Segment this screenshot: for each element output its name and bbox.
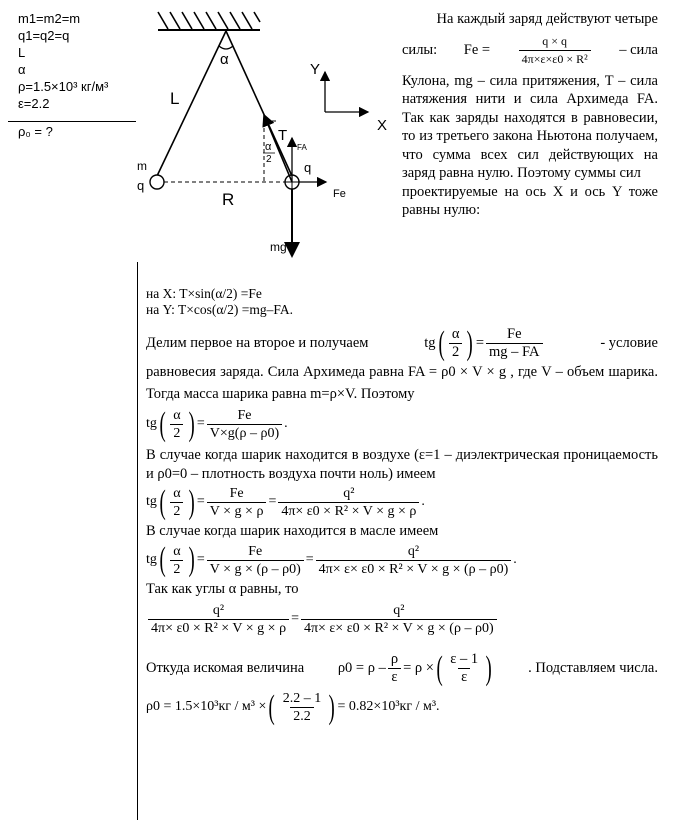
coulomb-label: Fe	[333, 188, 346, 200]
given-block	[18, 10, 108, 112]
equal-angles-paragraph: Так как углы α равны, то	[146, 580, 299, 597]
left-ball	[150, 175, 164, 189]
given-line: m1=m2=m	[18, 11, 81, 26]
margin-line	[137, 262, 138, 820]
distance-label: R	[222, 190, 235, 209]
fraction-den: mg – FA	[486, 343, 543, 361]
mass-label: m	[137, 159, 147, 173]
given-line: q1=q2=q	[18, 28, 70, 43]
f4-den1: 4π× ε0 × R² × V × g × ρ	[148, 619, 289, 637]
f5-rhs: = 0.82×10³кг / м³.	[337, 699, 440, 715]
fe-lhs: Fe =	[463, 41, 491, 58]
tg-label: tg	[424, 335, 436, 352]
f5-num: 2.2 – 1	[282, 691, 322, 706]
f3-end: .	[513, 551, 517, 567]
given-line: ρ=1.5×10³ кг/м³	[18, 79, 109, 94]
half-alpha-num: α	[265, 141, 272, 153]
formula-4: $\frac{\text{q²}}{\text{4π× ε0 × R² × V × g × ρ}}$ = $\frac{\text{q²}}{\text{4π× ε× ε0 × R² × V × g × (ρ – ρ0)}}$	[146, 602, 658, 637]
y-axis-label: Y	[310, 61, 321, 78]
alpha-label: α	[220, 51, 229, 68]
alpha-num: α	[451, 326, 460, 342]
oil-paragraph: В случае когда шарик находится в масле имеем	[146, 523, 439, 539]
given-line: ε=2.2	[18, 96, 50, 111]
divide-line: Делим первое на второе и получаем tg ( $\frac{\alpha}{2}$ ) = $\frac{Fe}{mg - FA}$ - условие	[146, 324, 658, 362]
result-line: Откуда искомая величина ρ0 = ρ – $\frac{\rho}{\varepsilon}$ = ρ × ( $\frac{\varepsilon - 1}{\varepsilon}$ ) . Подставляем числа.	[146, 649, 658, 687]
coulomb-formula-line	[402, 33, 658, 68]
left-thread	[157, 31, 226, 176]
eq-on-x: на X: T×sin(α/2) =Fe	[146, 286, 262, 301]
solution-block	[146, 286, 658, 725]
f4-num1: q²	[212, 603, 225, 618]
tension-label: T	[278, 127, 288, 144]
right-thread	[226, 31, 292, 176]
f3-den1: V × g × (ρ – ρ0)	[207, 560, 304, 578]
right-charge-label: q	[304, 160, 312, 175]
given-line: L	[18, 45, 26, 60]
f1-end: .	[284, 416, 288, 432]
formula-2: tg ( $\frac{\alpha}{2}$ ) = $\frac{Fe}{V \times g \times \rho}$ = $\frac{\text{q²}}{\text{4π× ε0 × R² × V × g × ρ}}$ .	[146, 483, 425, 521]
result-num: ρ	[390, 651, 399, 667]
f4-num2: q²	[393, 603, 405, 618]
f2-num1: Fe	[229, 486, 244, 501]
archimedes-paragraph: равновесия заряда. Сила Архимеда равна FA = ρ0 × V × g , где V – объем шарика. Тогда масса шарика равна m=ρ×V. Поэтому	[146, 364, 658, 402]
half-alpha-den: 2	[266, 154, 272, 165]
result-num2: ε – 1	[450, 651, 479, 667]
alpha-den: 2	[449, 343, 462, 361]
result-lhs: ρ0 = ρ –	[337, 660, 386, 677]
f1-num: Fe	[237, 408, 252, 423]
given-line: α	[18, 62, 26, 77]
f2-den1: V × g × ρ	[207, 502, 267, 520]
formula-1: tg ( $\frac{\alpha}{2}$ ) = $\frac{Fe}{V\times g(\rho - \rho 0)}$ .	[146, 405, 288, 443]
air-paragraph: В случае когда шарик находится в воздухе (ε=1 – диэлектрическая проницаемость и ρ0=0 – плотность воздуха почти ноль) имеем	[146, 447, 658, 482]
f3-num1: Fe	[248, 543, 263, 559]
f3-num2: q²	[407, 543, 420, 559]
result-text: Откуда искомая величина	[146, 660, 305, 677]
intro-suffix: – сила	[619, 41, 658, 58]
formula-3: tg ( $\frac{\alpha}{2}$ ) = $\frac{Fe}{V \times g \times (\rho - \rho 0)}$ = $\frac{\text{q²}}{\text{4π× ε× ε0 × R² × V × g × (ρ – ρ0)}}$ .	[146, 541, 517, 578]
gravity-label: mg	[270, 240, 287, 254]
intro-block	[402, 10, 658, 220]
coulomb-num: q × q	[542, 33, 568, 48]
length-label: L	[170, 89, 180, 108]
f2-num2: q²	[343, 486, 355, 501]
f4-den2: 4π× ε× ε0 × R² × V × g × (ρ – ρ0)	[301, 619, 497, 637]
fraction-num: Fe	[507, 326, 522, 342]
intro-prefix: силы:	[402, 41, 438, 58]
f2-end: .	[421, 494, 425, 510]
coulomb-fraction	[519, 33, 591, 68]
given-divider	[8, 121, 136, 122]
x-axis-label: X	[377, 117, 388, 134]
intro-line1: На каждый заряд действуют четыре	[436, 11, 658, 27]
result-den2: ε	[458, 668, 470, 686]
intro-body: Кулона, mg – сила притяжения, T – сила натяжения нити и сила Архимеда FA. Так как заряды находятся в равновесии, то из третьего закона Ньютона получаем, что сумма всех сил действующих на заряд равна нулю. Поэтому суммы сил	[402, 72, 658, 181]
alpha-arc	[219, 46, 233, 49]
intro-body2: проектируемые на ось X и ось Y тоже равны нулю:	[402, 183, 658, 218]
left-charge-label: q	[137, 178, 145, 193]
equals-sign: =	[475, 335, 484, 352]
result-mid: = ρ ×	[403, 660, 434, 677]
result-den: ε	[388, 668, 400, 686]
condition-text: - условие	[600, 335, 658, 352]
formula-5: ρ0 = 1.5×10³кг / м³ × ( $\frac{2.2 - 1}{2.2}$ ) = 0.82×10³кг / м³.	[146, 688, 440, 726]
substitute-text: . Подставляем числа.	[528, 660, 658, 677]
divide-text: Делим первое на второе и получаем	[146, 335, 369, 352]
f5-den: 2.2	[290, 707, 314, 725]
archimedes-label: FA	[297, 143, 307, 152]
eq-on-y: на Y: T×cos(α/2) =mg–FA.	[146, 302, 294, 317]
ceiling-hatch	[158, 12, 260, 29]
pendulum-diagram	[130, 0, 400, 260]
f1-den: V×g(ρ – ρ0)	[207, 424, 282, 442]
coulomb-den: 4π×ε×ε0 × R²	[519, 50, 591, 68]
f5-lhs: ρ0 = 1.5×10³кг / м³ ×	[146, 699, 267, 715]
f2-den2: 4π× ε0 × R² × V × g × ρ	[278, 502, 419, 520]
unknown-value: ρ₀ = ?	[18, 124, 53, 139]
f3-den2: 4π× ε× ε0 × R² × V × g × (ρ – ρ0)	[316, 560, 512, 578]
